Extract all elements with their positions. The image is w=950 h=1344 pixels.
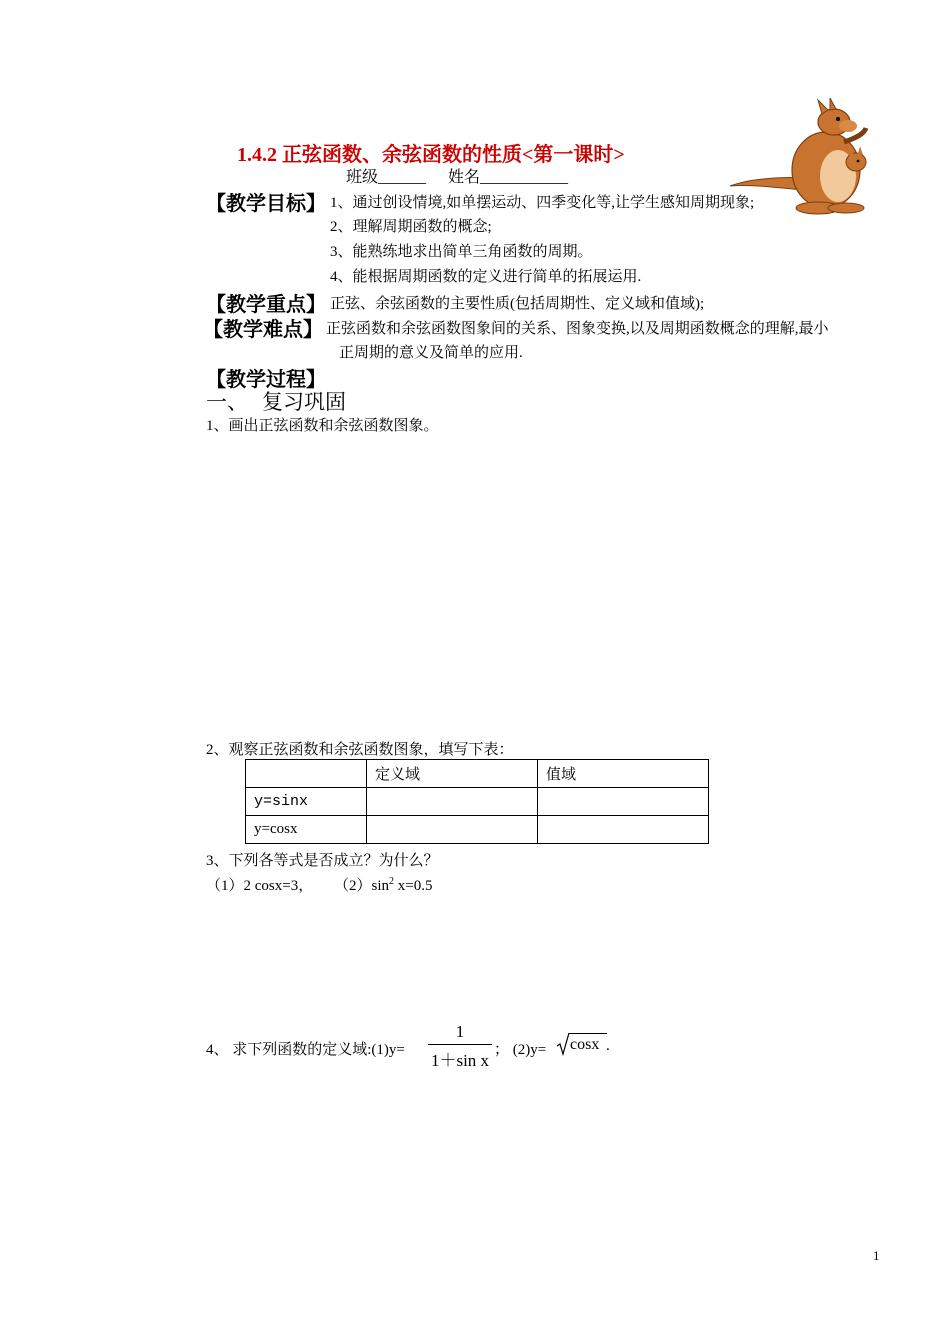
domain-range-table [245, 759, 709, 844]
fraction-numerator: 1 [455, 1022, 465, 1041]
part-2-suffix: x=0.5 [394, 878, 433, 894]
radicand: cosx [570, 1036, 600, 1053]
table-row [246, 816, 709, 844]
name-field-label: 姓名___________ [448, 169, 569, 186]
table-cell-function: y=cosx [246, 816, 367, 844]
question-1: 1、画出正弦函数和余弦函数图象。 [206, 418, 439, 434]
fraction-bar [428, 1044, 492, 1045]
table-row [246, 788, 709, 816]
question-3: 3、下列各等式是否成立？为什么？ [206, 853, 439, 869]
objective-item-2: 2、理解周期函数的概念; [330, 219, 492, 235]
table-cell-domain[interactable] [367, 788, 538, 816]
objectives-heading: 【教学目标】 [206, 193, 326, 215]
table-cell-function: y=sinx [246, 788, 367, 816]
question-3-part-2 [334, 874, 432, 895]
part-2-prefix: （2）sin [334, 878, 390, 894]
question-4-prefix: 4、 求下列函数的定义域:(1)y= [206, 1042, 405, 1058]
table-cell-range[interactable] [538, 788, 709, 816]
process-heading: 【教学过程】 [206, 369, 326, 391]
key-points-heading: 【教学重点】 [206, 294, 326, 316]
table-header-cell: 值域 [538, 760, 709, 788]
table-header-cell: 定义域 [367, 760, 538, 788]
objective-item-4: 4、能根据周期函数的定义进行简单的拓展运用. [330, 269, 642, 285]
table-header-cell [246, 760, 367, 788]
section-number: 一、 [206, 390, 248, 414]
radical-sign-icon [556, 1032, 570, 1056]
difficulties-heading: 【教学难点】 [203, 319, 323, 341]
page-title: 1.4.2 正弦函数、余弦函数的性质<第一课时> [237, 144, 625, 166]
radical-bar [569, 1033, 607, 1034]
question-3-part-1: （1）2 cosx=3， [206, 878, 314, 894]
table-header-row [246, 760, 709, 788]
question-4-middle: ； (2)y= [494, 1042, 547, 1058]
table-cell-range[interactable] [538, 816, 709, 844]
key-points-text: 正弦、余弦函数的主要性质(包括周期性、定义域和值域); [330, 296, 705, 312]
difficulties-line-1: 正弦函数和余弦函数图象间的关系、图象变换,以及周期函数概念的理解,最小 [326, 321, 829, 337]
page-number: 1 [873, 1248, 880, 1263]
table-cell-domain[interactable] [367, 816, 538, 844]
question-4-end: . [606, 1038, 610, 1054]
objective-item-3: 3、能熟练地求出简单三角函数的周期。 [330, 244, 593, 260]
part-2-exponent: 2 [389, 876, 395, 887]
section-title: 复习巩固 [262, 390, 346, 414]
question-2: 2、观察正弦函数和余弦函数图象，填写下表： [206, 742, 514, 758]
objective-item-1: 1、通过创设情境,如单摆运动、四季变化等,让学生感知周期现象; [330, 195, 755, 211]
class-field-label: 班级______ [346, 169, 427, 186]
fraction-denominator: 1＋sin x [430, 1051, 490, 1070]
difficulties-line-2: 正周期的意义及简单的应用. [339, 345, 523, 361]
